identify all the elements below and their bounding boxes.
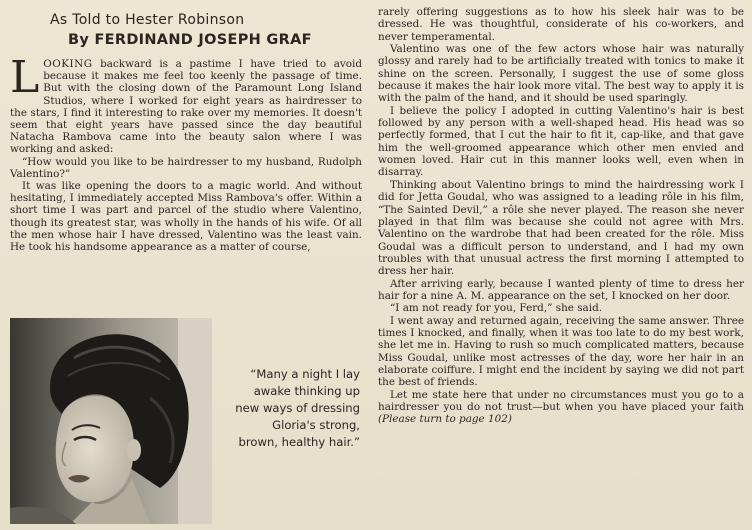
photo-block: [10, 318, 364, 524]
article-paragraph: I believe the policy I adopted in cutting Valentino's hair is best followed by any person with a well-shaped head. His head was so perfectly formed, that I cut the hair to fit it, cap-like, and that gave him the well-groomed appearance which other men envied and women loved. Hair cut in this manner looks well, even when in disarray.: [378, 104, 744, 179]
lead-small-caps: OOKING: [43, 58, 93, 70]
article-body-left: [10, 52, 362, 254]
paragraph-text: Let me state here that under no circumstances must you go to a hairdresser you do not trust—but when you have placed your faith: [378, 388, 744, 413]
gloria-portrait-photo: [10, 318, 212, 524]
drop-cap: L: [10, 52, 40, 103]
photo-caption: “Many a night I lay awake thinking up new ways of dressing Gloria's strong, brown, healthy hair.”: [235, 367, 360, 449]
paragraph-text: backward is a pastime I have tried to avoid because it makes me feel too keenly the passage of time. But with the closing down of the Paramount Long Island Studios, where I worked for eight years as hairdresser to the stars, I find it interesting to rake over my memories. It doesn't seem that eight years have passed since the day beautiful Natacha Rambova came into the beauty salon where I was working and asked:: [10, 58, 362, 156]
continuation-note[interactable]: (Please turn to page 102): [378, 413, 512, 426]
as-told-to-credit: As Told to Hester Robinson: [50, 12, 245, 28]
article-paragraph: It was like opening the doors to a magic world. And without hesitating, I immediately accepted Miss Rambova's offer. Within a short time I was part and parcel of the studio where Valentino, though its greatest star, was wholly in the hands of his wife. Of all the men whose hair I have dressed, Valentino was the least vain. He took his handsome appearance as a matter of course,: [10, 180, 362, 254]
right-column: [378, 6, 744, 426]
article-paragraph: Valentino was one of the few actors whose hair was naturally glossy and rarely had to be artificially treated with tonics to make it shine on the screen. Personally, I suggest the use of some gloss because it makes the hair look more vital. The best way to apply it is with the palm of the hand, and it should be used sparingly.: [378, 43, 744, 105]
article-paragraph: After arriving early, because I wanted plenty of time to dress her hair for a nine A. M. appearance on the set, I knocked on her door.: [378, 277, 744, 302]
article-paragraph: “How would you like to be hairdresser to my husband, Rudolph Valentino?”: [10, 155, 362, 180]
left-column: [10, 6, 362, 253]
portrait-illustration: [10, 318, 212, 524]
article-paragraph: I went away and returned again, receiving the same answer. Three times I knocked, and finally, when it was too late to do my best work, she let me in. Having to rush so much complicated matters, because Miss Goudal, unlike most actresses of the day, wore her hair in an elaborate coiffure. I might end the incident by saying we did not part the best of friends.: [378, 314, 744, 389]
article-paragraph: Thinking about Valentino brings to mind the hairdressing work I did for Jetta Goudal, who was assigned to a leading rôle in his film, “The Sainted Devil,” a rôle she never played. The reason she never played in that film was because she could not agree with Mrs. Valentino on the wardrobe that had been created for the rôle. Miss Goudal was a difficult person to understand, and I had my own troubles with that unusual actress the first morning I attempted to dress her hair.: [378, 178, 744, 278]
article-paragraph: [10, 52, 362, 156]
article-paragraph: rarely offering suggestions as to how his sleek hair was to be dressed. He was thoughtful, considerate of his co-workers, and never temperamental.: [378, 6, 744, 43]
article-body-right: [378, 6, 744, 426]
article-paragraph: “I am not ready for you, Ferd,” she said.: [390, 302, 603, 315]
article-paragraph-final: [378, 389, 744, 426]
author-byline: By FERDINAND JOSEPH GRAF: [68, 32, 312, 48]
